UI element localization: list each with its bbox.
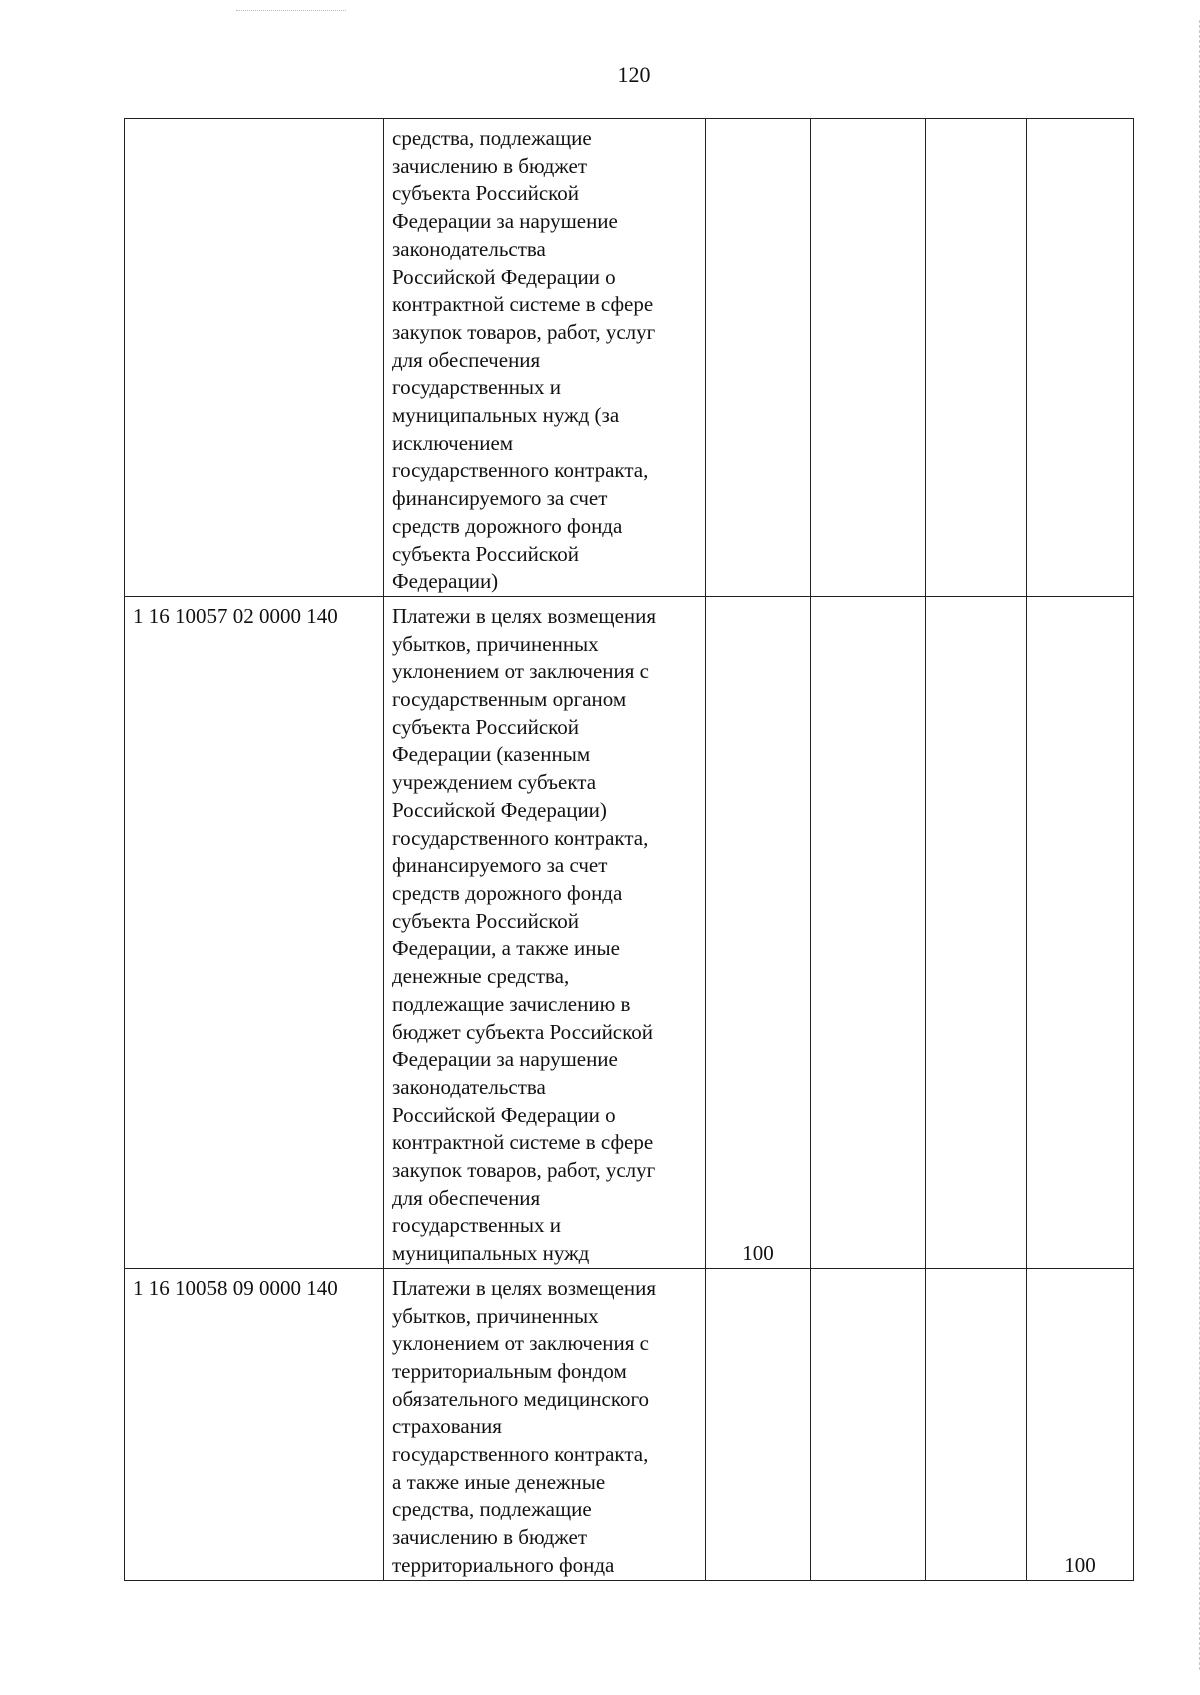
description-line: субъекта Российской	[392, 541, 580, 566]
description-line: зачислению в бюджет	[392, 1525, 587, 1550]
description-line: бюджет субъекта Российской	[392, 1019, 654, 1044]
description-line: убытков, причиненных	[392, 631, 599, 656]
description-line: страхования	[392, 1414, 502, 1439]
description-line: закупок товаров, работ, услуг	[392, 1158, 656, 1183]
description-line: уклонением от заключения с	[392, 1331, 650, 1356]
scan-artifact-dots	[236, 10, 346, 11]
description-line: учреждением субъекта	[392, 770, 597, 795]
value-cell	[811, 1268, 926, 1580]
description-line: Федерации)	[392, 569, 499, 594]
description-line: Платежи в целях возмещения	[392, 1275, 657, 1300]
description-line: подлежащие зачислению в	[392, 991, 631, 1016]
description-line: финансируемого за счет	[392, 853, 608, 878]
value-cell	[811, 119, 926, 597]
description-line: средства, подлежащие	[392, 126, 592, 150]
description-cell	[384, 1268, 706, 1580]
description-line: государственных и	[392, 1213, 562, 1238]
table-row	[125, 1268, 1134, 1580]
description-line: муниципальных нужд (за	[392, 403, 620, 428]
description-line: территориального фонда	[392, 1552, 615, 1577]
description-line: убытков, причиненных	[392, 1303, 599, 1328]
description-line: обязательного медицинского	[392, 1386, 650, 1411]
description-line: Российской Федерации)	[392, 797, 607, 822]
description-line: государственного контракта,	[392, 458, 649, 483]
description-line: государственного контракта,	[392, 1442, 649, 1467]
value-cell	[706, 119, 811, 597]
page-number: 120	[617, 62, 651, 87]
description-line: Федерации, а также иные	[392, 936, 620, 961]
description-line: Российской Федерации о	[392, 264, 616, 289]
description-line: Федерации за нарушение	[392, 209, 618, 234]
budget-code-cell: 1 16 10057 02 0000 140	[125, 596, 384, 1268]
value-cell	[926, 596, 1027, 1268]
value-cell	[926, 1268, 1027, 1580]
description-line: субъекта Российской	[392, 908, 580, 933]
table-row	[125, 596, 1134, 1268]
description-line: денежные средства,	[392, 964, 570, 989]
description-line: закупок товаров, работ, услуг	[392, 319, 656, 344]
description-line: государственным органом	[392, 687, 627, 712]
description-line: Федерации (казенным	[392, 742, 591, 767]
description-line: Российской Федерации о	[392, 1102, 616, 1127]
description-line: средств дорожного фонда	[392, 880, 623, 905]
description-line: для обеспечения	[392, 1185, 541, 1210]
description-line: муниципальных нужд	[392, 1241, 590, 1266]
description-line: уклонением от заключения с	[392, 659, 650, 684]
budget-code-cell: 1 16 10058 09 0000 140	[125, 1268, 384, 1580]
scan-artifact-edge	[1193, 20, 1200, 1670]
description-line: исключением	[392, 430, 514, 455]
description-cell	[384, 119, 706, 597]
description-line: контрактной системе в сфере	[392, 292, 654, 317]
description-line: средств дорожного фонда	[392, 513, 623, 538]
description-line: субъекта Российской	[392, 714, 580, 739]
table-row	[125, 119, 1134, 597]
description-line: законодательства	[392, 236, 546, 261]
budget-code-table	[124, 118, 1134, 1581]
value-cell	[1027, 119, 1134, 597]
description-line: а также иные денежные	[392, 1469, 606, 1494]
description-line: средства, подлежащие	[392, 1497, 592, 1522]
description-line: финансируемого за счет	[392, 486, 608, 511]
description-line: территориальным фондом	[392, 1358, 627, 1383]
description-cell	[384, 596, 706, 1268]
value-cell	[1027, 596, 1134, 1268]
description-line: Федерации за нарушение	[392, 1047, 618, 1072]
description-line: субъекта Российской	[392, 181, 580, 206]
description-line: государственных и	[392, 375, 562, 400]
description-line: Платежи в целях возмещения	[392, 603, 657, 628]
description-line: контрактной системе в сфере	[392, 1130, 654, 1155]
description-line: государственного контракта,	[392, 825, 649, 850]
description-line: зачислению в бюджет	[392, 153, 587, 178]
value-cell	[926, 119, 1027, 597]
value-cell	[706, 1268, 811, 1580]
budget-code-cell	[125, 119, 384, 597]
description-line: законодательства	[392, 1074, 546, 1099]
value-cell	[811, 596, 926, 1268]
value-cell: 100	[706, 596, 811, 1268]
value-cell: 100	[1027, 1268, 1134, 1580]
description-line: для обеспечения	[392, 347, 541, 372]
